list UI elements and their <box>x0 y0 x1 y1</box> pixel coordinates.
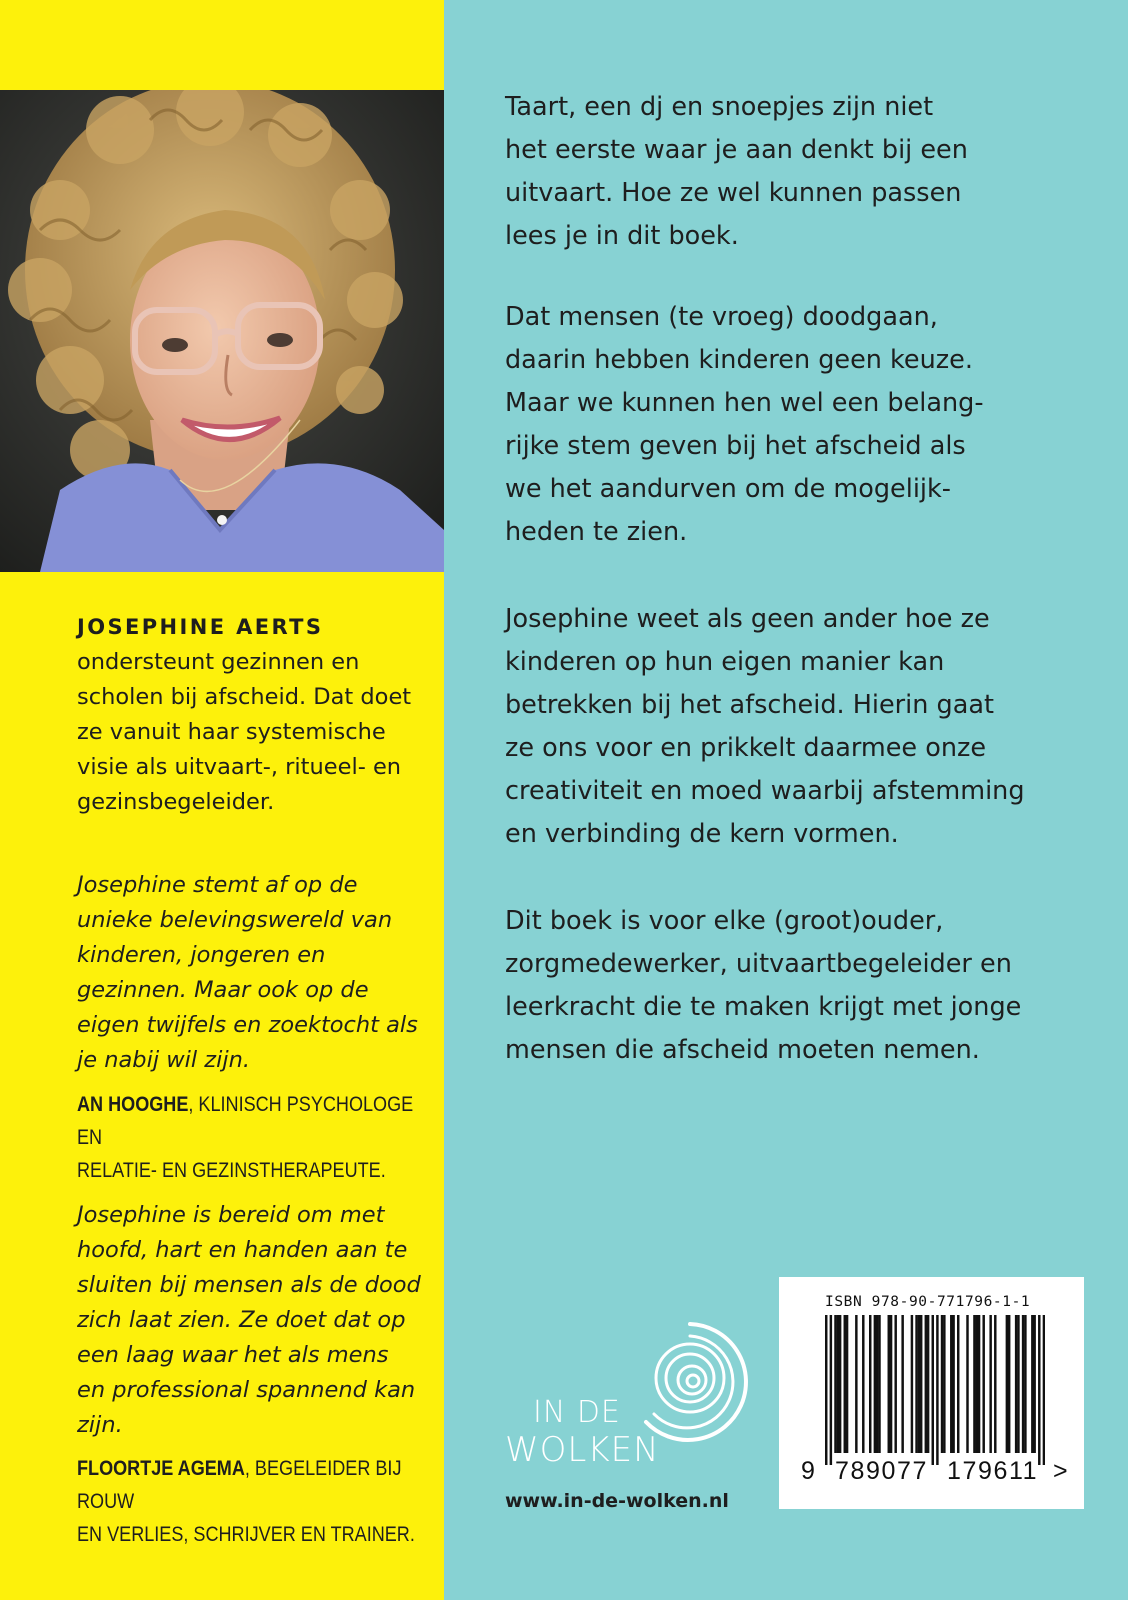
barcode-bar <box>920 1315 922 1453</box>
barcode-bar <box>911 1315 913 1453</box>
blurb-line: Josephine weet als geen ander hoe ze <box>505 604 990 634</box>
blurb-line: daarin hebben kinderen geen keuze. <box>505 345 973 375</box>
barcode-bar <box>936 1315 938 1465</box>
blurb-paragraph-1 <box>505 86 1065 258</box>
barcode-bar <box>869 1315 871 1453</box>
blurb-line: Taart, een dj en snoepjes zijn niet <box>505 92 934 122</box>
barcode-bar <box>982 1315 984 1453</box>
barcode-bar <box>1022 1315 1024 1453</box>
barcode-bar <box>1017 1315 1019 1453</box>
blurb-line: lees je in dit boek. <box>505 221 739 251</box>
quote-1-name: AN HOOGHE <box>77 1093 189 1116</box>
blurb-line: heden te zien. <box>505 517 688 547</box>
blurb-paragraph-3 <box>505 598 1065 856</box>
blurb-line: het eerste waar je aan denkt bij een <box>505 135 968 165</box>
barcode-bar <box>1006 1315 1008 1453</box>
blurb-line: mensen die afscheid moeten nemen. <box>505 1035 980 1065</box>
barcode-bar <box>966 1315 968 1453</box>
barcode-bar <box>925 1315 927 1453</box>
barcode-bar <box>874 1315 876 1453</box>
publisher-logo-line1: IN DE <box>533 1395 621 1430</box>
barcode-bar <box>834 1315 836 1453</box>
barcode-bar <box>952 1315 954 1453</box>
quote-1: Josephine stemt af op de unieke belevingswereld van kinderen, jongeren en gezinnen. Maar ook op de eigen twijfels en zoektocht als je nabij wil zijn. <box>77 872 418 1073</box>
blurb-line: creativiteit en moed waarbij afstemming <box>505 776 1025 806</box>
barcode-bar <box>957 1315 959 1453</box>
barcode-bar <box>915 1315 917 1453</box>
barcode-bar <box>890 1315 892 1453</box>
barcode-bar <box>876 1315 878 1453</box>
barcode-digit-first: 9 <box>801 1457 815 1485</box>
publisher-url[interactable]: www.in-de-wolken.nl <box>505 1490 729 1512</box>
blurb-line: betrekken bij het afscheid. Hierin gaat <box>505 690 994 720</box>
barcode-bar <box>1043 1315 1045 1465</box>
barcode-bar <box>839 1315 841 1453</box>
blurb-line: en verbinding de kern vormen. <box>505 819 899 849</box>
barcode-bar <box>862 1315 864 1453</box>
barcode-bar <box>978 1315 980 1453</box>
blurb-paragraph-2 <box>505 296 1065 554</box>
barcode-digits-right: 179611 <box>947 1457 1039 1485</box>
barcode-bar <box>1015 1315 1017 1453</box>
barcode-bar <box>927 1315 929 1453</box>
blurb-line: leerkracht die te maken krijgt met jonge <box>505 992 1022 1022</box>
barcode-bar <box>941 1315 943 1453</box>
blurb-paragraph-4 <box>505 900 1065 1072</box>
barcode-bar <box>825 1315 827 1465</box>
author-bio: ondersteunt gezinnen en scholen bij afscheid. Dat doet ze vanuit haar systemische visie als uitvaart-, ritueel- en gezinsbegeleider. <box>77 649 412 815</box>
barcode-bar <box>855 1315 857 1453</box>
barcode-bar <box>901 1315 903 1453</box>
blurb-line: zorgmedewerker, uitvaartbegeleider en <box>505 949 1012 979</box>
barcode-bar <box>989 1315 991 1453</box>
blurb-line: Dit boek is voor elke (groot)ouder, <box>505 906 944 936</box>
barcode-bar <box>973 1315 975 1453</box>
blurb-line: Dat mensen (te vroeg) doodgaan, <box>505 302 938 332</box>
barcode-bar <box>888 1315 890 1453</box>
barcode-bar <box>878 1315 880 1453</box>
quote-2-name: FLOORTJE AGEMA <box>77 1457 245 1480</box>
barcode-bar <box>1008 1315 1010 1453</box>
barcode-bar <box>846 1315 848 1453</box>
author-name: JOSEPHINE AERTS <box>77 615 324 639</box>
barcode-bar <box>994 1315 996 1453</box>
barcode-digits-left: 789077 <box>835 1457 929 1485</box>
barcode-bar <box>844 1315 846 1453</box>
quote-2-role-line1: , BEGELEIDER BIJ ROUW <box>77 1457 402 1513</box>
quote-2: Josephine is bereid om met hoofd, hart en handen aan te sluiten bij mensen als de dood zich laat zien. Ze doet dat op een laag waar het als mens en professional spannend kan zijn. <box>77 1202 421 1438</box>
blurb-line: we het aandurven om de mogelijk- <box>505 474 951 504</box>
barcode-bar <box>950 1315 952 1453</box>
blurb-line: kinderen op hun eigen manier kan <box>505 647 945 677</box>
blurb-line: Maar we kunnen hen wel een belang- <box>505 388 984 418</box>
barcode-bar <box>830 1315 832 1465</box>
barcode-bar <box>894 1315 896 1453</box>
isbn-label: ISBN 978-90-771796-1-1 <box>825 1294 1031 1310</box>
blurb-line: rijke stem geven bij het afscheid als <box>505 431 966 461</box>
barcode-bar <box>1038 1315 1040 1465</box>
barcode-bar <box>943 1315 945 1453</box>
publisher-logo-line2: WOLKEN <box>505 1430 660 1470</box>
barcode-icon <box>825 1315 1045 1465</box>
author-block <box>77 610 422 820</box>
barcode-arrow: > <box>1053 1457 1068 1485</box>
quote-2-attribution <box>77 1452 421 1551</box>
barcode-bar <box>976 1315 978 1453</box>
quote-2-role-line2: EN VERLIES, SCHRIJVER EN TRAINER. <box>77 1523 415 1546</box>
quote-1-attribution <box>77 1088 421 1187</box>
barcode-bar <box>1024 1315 1026 1453</box>
barcode-bar <box>837 1315 839 1453</box>
barcode-bar <box>918 1315 920 1453</box>
quote-1-role-line1: , KLINISCH PSYCHOLOGE EN <box>77 1093 414 1149</box>
blurb-line: uitvaart. Hoe ze wel kunnen passen <box>505 178 962 208</box>
blurb-line: ze ons voor en prikkelt daarmee onze <box>505 733 987 763</box>
author-photo <box>0 90 444 572</box>
barcode-box <box>779 1277 1084 1509</box>
barcode-bar <box>932 1315 934 1465</box>
quote-1-role-line2: RELATIE- EN GEZINSTHERAPEUTE. <box>77 1159 386 1182</box>
barcode-bar <box>1033 1315 1035 1453</box>
barcode-bar <box>1031 1315 1033 1453</box>
